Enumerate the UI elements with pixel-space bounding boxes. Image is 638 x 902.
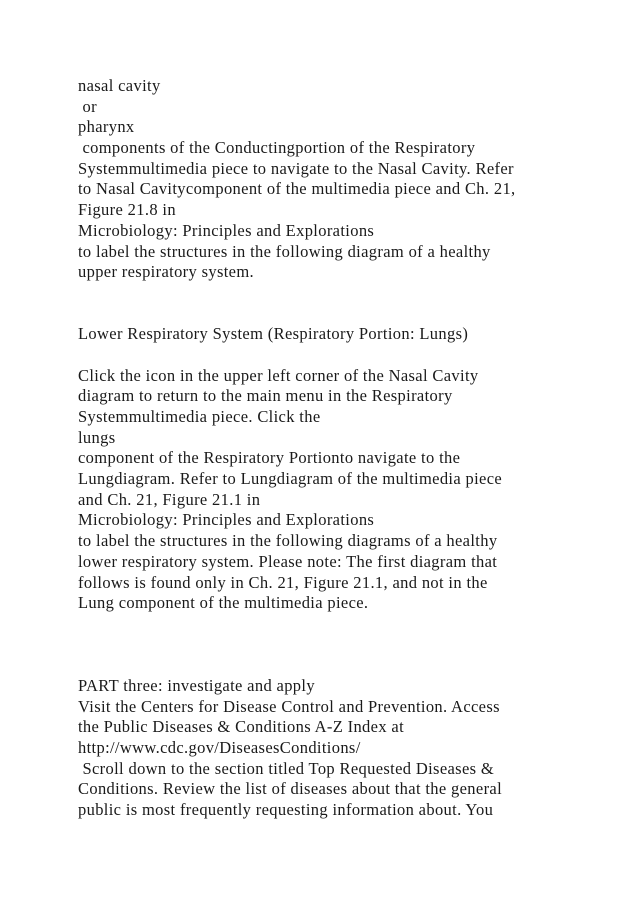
text-line: to Nasal Cavitycomponent of the multimedia piece and Ch. 21, bbox=[78, 179, 516, 199]
document-body bbox=[78, 76, 618, 821]
text-line: follows is found only in Ch. 21, Figure 21.1, and not in the bbox=[78, 572, 488, 592]
text-line: Visit the Centers for Disease Control and Prevention. Access bbox=[78, 696, 500, 716]
blank-line bbox=[78, 283, 618, 304]
blank-line bbox=[78, 655, 618, 676]
text-line: Figure 21.8 in bbox=[78, 200, 176, 220]
text-line: Click the icon in the upper left corner of the Nasal Cavity bbox=[78, 365, 479, 385]
text-line: to label the structures in the following diagrams of a healthy bbox=[78, 531, 498, 551]
text-line: public is most frequently requesting information about. You bbox=[78, 800, 494, 820]
text-line: the Public Diseases & Conditions A-Z Index at bbox=[78, 717, 405, 737]
text-line: component of the Respiratory Portionto navigate to the bbox=[78, 448, 461, 468]
book-title-line: Microbiology: Principles and Explorations bbox=[78, 510, 375, 530]
part-heading: PART three: investigate and apply bbox=[78, 675, 315, 695]
text-line: Systemmultimedia piece to navigate to the Nasal Cavity. Refer bbox=[78, 158, 514, 178]
text-line: Lung component of the multimedia piece. bbox=[78, 593, 369, 613]
text-line: Lungdiagram. Refer to Lungdiagram of the multimedia piece bbox=[78, 469, 503, 489]
blank-line bbox=[78, 614, 618, 635]
blank-line bbox=[78, 304, 618, 325]
text-line: or bbox=[78, 96, 97, 116]
text-line: Scroll down to the section titled Top Requested Diseases & bbox=[78, 758, 495, 778]
text-line: lungs bbox=[78, 427, 116, 447]
text-line: and Ch. 21, Figure 21.1 in bbox=[78, 489, 261, 509]
text-line: diagram to return to the main menu in the Respiratory bbox=[78, 386, 453, 406]
section-heading: Lower Respiratory System (Respiratory Portion: Lungs) bbox=[78, 324, 469, 344]
text-line: lower respiratory system. Please note: The first diagram that bbox=[78, 551, 498, 571]
url-text: http://www.cdc.gov/DiseasesConditions/ bbox=[78, 738, 361, 757]
text-line: Conditions. Review the list of diseases about that the general bbox=[78, 779, 503, 799]
text-line: Systemmultimedia piece. Click the bbox=[78, 407, 321, 426]
text-line: nasal cavity bbox=[78, 76, 161, 95]
text-line: to label the structures in the following diagram of a healthy bbox=[78, 241, 491, 261]
book-title-line: Microbiology: Principles and Explorations bbox=[78, 220, 375, 240]
blank-line bbox=[78, 635, 618, 656]
text-line: components of the Conductingportion of the Respiratory bbox=[78, 138, 476, 158]
text-line: upper respiratory system. bbox=[78, 262, 254, 282]
blank-line bbox=[78, 345, 618, 366]
text-line: pharynx bbox=[78, 117, 135, 137]
